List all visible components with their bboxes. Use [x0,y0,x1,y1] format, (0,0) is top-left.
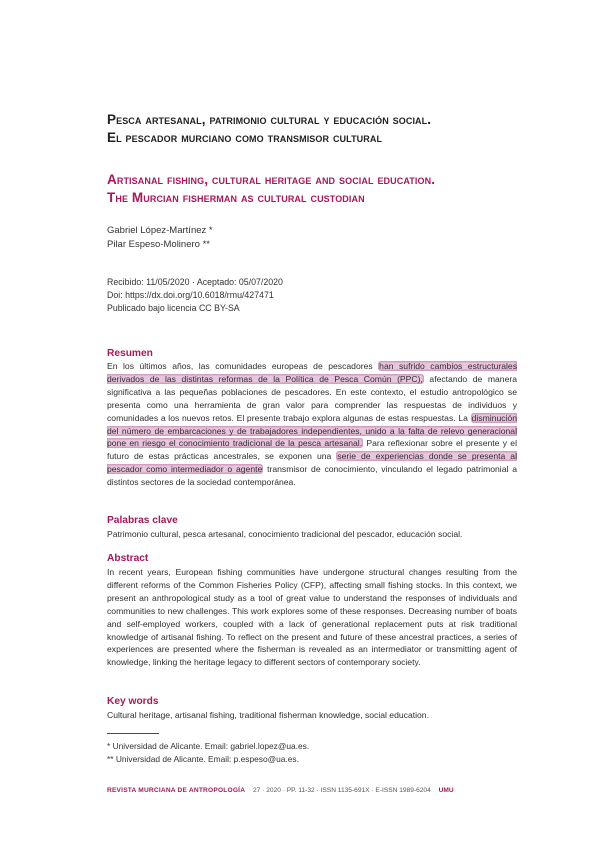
key-words-heading: Key words [107,696,159,707]
footnote-1: * Universidad de Alicante. Email: gabriel.lopez@ua.es. [107,741,310,751]
page-footer [107,787,454,794]
resumen-text [107,360,517,489]
highlight-annotation-1[interactable]: han sufrido cambios estructurales derivados de las distintas reformas de la Política de Pesca Común (PPC), [107,361,517,384]
highlight-annotation-3[interactable]: serie de experiencias donde se presenta al pescador como intermediador o agente [107,451,517,475]
author-1: Gabriel López-Martínez * [107,225,213,236]
journal-name: REVISTA MURCIANA DE ANTROPOLOGÍA [107,787,246,794]
spanish-title-line-2: El pescador murciano como transmisor cultural [107,130,383,145]
spanish-title-line-1: Pesca artesanal, patrimonio cultural y educación social. [107,112,432,127]
license-note: Publicado bajo licencia CC BY-SA [107,303,240,313]
received-accepted-dates: Recibido: 11/05/2020 · Aceptado: 05/07/2020 [107,277,283,287]
author-list [107,224,213,252]
spanish-title [107,111,527,147]
english-title-line-1: Artisanal fishing, cultural heritage and social education. [107,172,436,187]
issue-info: 27 · 2020 · PP. 11-32 · ISSN 1135-691X · E-ISSN 1989-6204 [253,787,431,794]
abstract-heading: Abstract [107,553,149,564]
english-title-line-2: The Murcian fisherman as cultural custodian [107,190,365,205]
footnote-divider [107,733,159,734]
resumen-text-part-1: En los últimos años, las comunidades europeas de pescadores [107,361,379,371]
palabras-clave-heading: Palabras clave [107,515,178,526]
resumen-text-part-2: afectando de manera significativa a las pequeñas poblaciones de pescadores. En este contexto, el estudio antropológico se presenta como una herramienta de gran valor para comprender las respuestas de individuos y comunidades a los nuevos retos. El presente trabajo explora algunas de estas respuestas. La [107,373,518,423]
key-words-text: Cultural heritage, artisanal fishing, traditional fisherman knowledge, social education. [107,710,429,720]
highlight-annotation-2[interactable]: disminución del número de embarcaciones y de trabajadores independientes, unido a la falta de relevo generacional pone en riesgo el conocimiento tradicional de la pesca artesanal. [107,412,517,449]
resumen-text-part-4: transmisor de conocimiento, vinculando el legado patrimonial a distintos sectores de la sociedad contemporánea. [107,464,517,488]
author-2: Pilar Espeso-Molinero ** [107,239,210,250]
footnote-2: ** Universidad de Alicante. Email: p.espeso@ua.es. [107,754,299,764]
palabras-clave-text: Patrimonio cultural, pesca artesanal, conocimiento tradicional del pescador, educación social. [107,529,463,539]
abstract-text: In recent years, European fishing communities have undergone structural changes resulting from the different reforms of the Common Fisheries Policy (CFP), affecting small fishing stocks. In this context, we present an anthropological study as a tool of great value to understand the responses of individuals and communities to new challenges. This work explores some of these responses. Decreasing number of boats and self-employed workers, coupled with a lack of generational replacement puts at risk traditional knowledge of artisanal fishing. To reflect on the present and future of these ancestral practices, a series of experiences are presented where the fisherman is revealed as an intermediator or transmitting agent of knowledge, linking the heritage legacy to different sectors of contemporary society. [107,567,517,668]
umu-logo-text: UMU [438,787,454,794]
doi-link[interactable]: Doi: https://dx.doi.org/10.6018/rmu/427471 [107,290,274,300]
article-metadata [107,276,283,315]
english-title [107,171,527,207]
footnotes [107,740,309,766]
resumen-text-part-3: Para reflexionar sobre el presente y el futuro de estas prácticas ancestrales, se exponen una [107,438,517,462]
resumen-heading: Resumen [107,348,153,359]
